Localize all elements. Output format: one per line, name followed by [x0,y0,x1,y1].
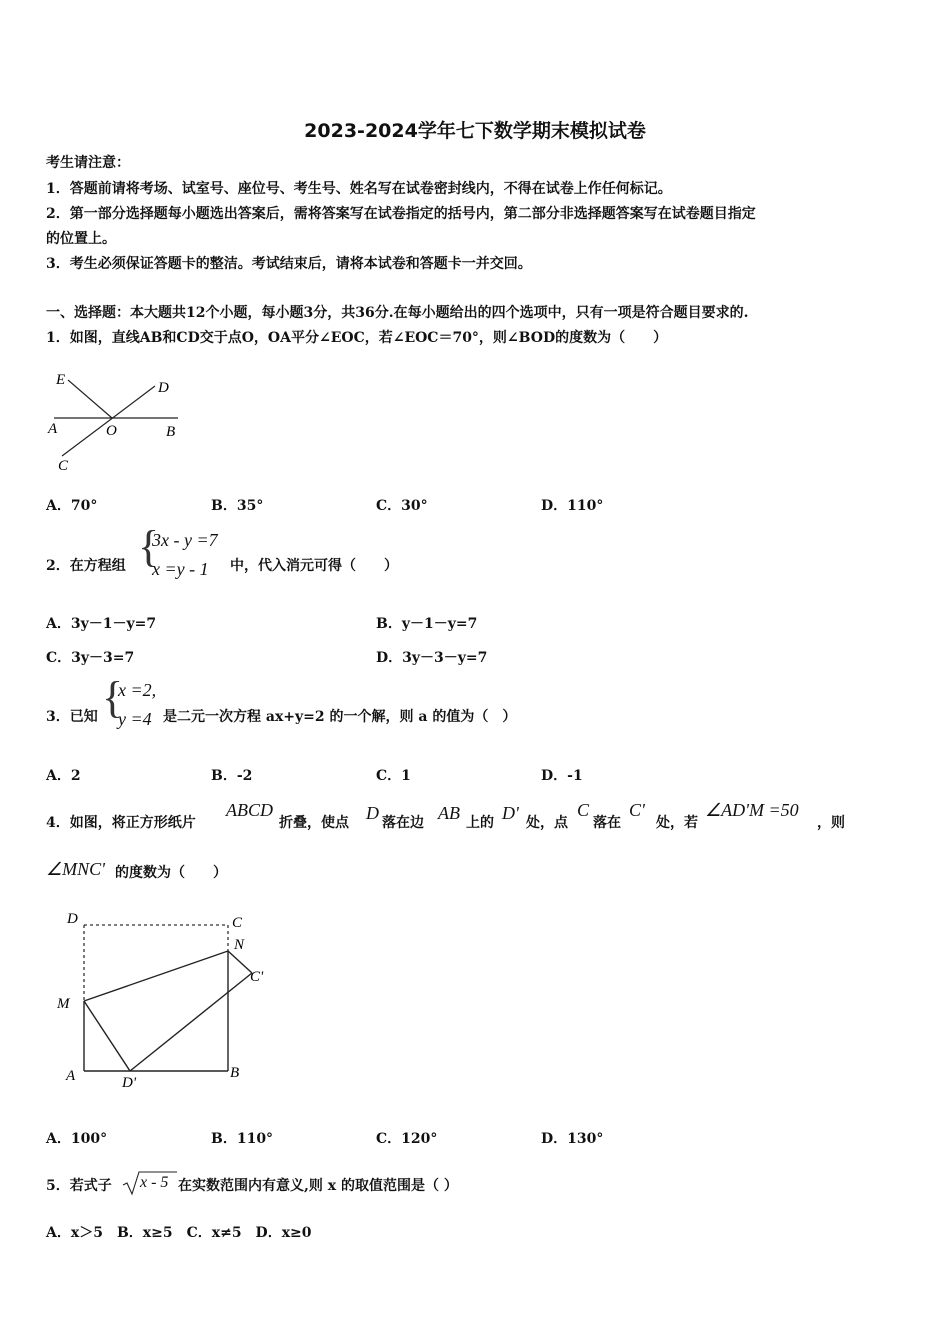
q4-math-d: D [366,803,379,823]
q4-math-abcd: ABCD [226,800,273,820]
q2-brace: { [138,522,160,571]
ray-oe [68,380,112,418]
q3-suffix: 是二元一次方程 ax+y=2 的一个解，则 a 的值为（ ） [163,709,517,725]
q4-math-ab: AB [438,803,460,823]
q3-prefix: 3．已知 [46,709,98,725]
fig1-label-e: E [56,372,66,388]
q2-option-a: A．3y－1－y=7 [46,616,157,632]
q2-option-d: D．3y－3－y=7 [376,650,488,666]
q1-option-d: D．110° [541,498,604,514]
q2-suffix: 中，代入消元可得（ ） [230,558,398,574]
q1-option-c: C．30° [376,498,428,514]
section-heading: 一、选择题：本大题共12个小题，每小题3分，共36分.在每小题给出的四个选项中，只有一项是符合题目要求的. [46,305,749,321]
q4-text-2: 折叠，使点 [279,815,349,831]
fig4-label-n: N [234,937,245,953]
notice-item-1: 1．答题前请将考场、试室号、座位号、考生号、姓名写在试卷密封线内，不得在试卷上作任何标记。 [46,181,672,197]
q5-suffix: 在实数范围内有意义,则 x 的取值范围是（ ） [178,1178,458,1194]
q4-math-d-prime: D' [502,803,519,823]
fig4-label-c: C [232,915,243,931]
q3-brace: { [102,673,124,722]
q4-math-c: C [577,800,590,820]
fig1-label-a: A [48,421,58,437]
q2-prefix: 2．在方程组 [46,558,126,574]
line-cd [62,386,155,456]
q4-option-d: D．130° [541,1131,604,1147]
q1-option-b: B．35° [211,498,264,514]
fig1-label-c: C [58,458,69,474]
q4-math-angle: ∠AD'M =50 [705,800,799,820]
seg-md [84,1001,130,1071]
q1-option-a: A．70° [46,498,98,514]
fig1-label-d: D [158,380,169,396]
question-4-figure [50,905,290,1100]
q3-eq2: y =4 [118,709,152,729]
notice-item-2-cont: 的位置上。 [46,231,116,247]
fig1-label-b: B [166,424,176,440]
q4-text-5: 处，点 [526,815,568,831]
fig4-label-c-prime: C' [250,969,264,985]
q4-math-c-prime: C' [629,800,645,820]
notice-item-2: 2．第一部分选择题每小题选出答案后，需将答案写在试卷指定的括号内，第二部分非选择题答案写在试卷题目指定 [46,206,756,222]
q2-option-c: C．3y－3=7 [46,650,135,666]
question-1-figure [40,360,190,480]
q4-option-c: C．120° [376,1131,438,1147]
seg-dc [130,973,252,1071]
q4-text-3: 落在边 [382,815,424,831]
fig4-label-m: M [57,996,70,1012]
q3-eq1: x =2, [118,680,157,700]
fig4-label-d: D [67,911,78,927]
q5-prefix: 5．若式子 [46,1178,112,1194]
question-1-text: 1．如图，直线AB和CD交于点O，OA平分∠EOC，若∠EOC＝70°，则∠BOD的度数为（ ） [46,330,668,346]
q4-option-b: B．110° [211,1131,274,1147]
q2-eq2: x =y - 1 [152,559,209,579]
q4-math-mnc: ∠MNC' [46,859,105,879]
q4-text-1: 4．如图，将正方形纸片 [46,815,196,831]
q5-options: A．x＞5 B．x≥5 C．x≠5 D．x≥0 [46,1225,312,1241]
q2-eq1: 3x - y =7 [152,530,218,550]
q4-text-7: 处，若 [656,815,698,831]
q4-text-6: 落在 [593,815,621,831]
q4-text-8: ，则 [817,815,845,831]
q5-radicand: x - 5 [140,1174,169,1191]
fig4-label-b: B [230,1065,240,1081]
q4-text-4: 上的 [466,815,494,831]
seg-nc [228,951,252,973]
notice-heading: 考生请注意： [46,155,130,171]
notice-item-3: 3．考生必须保证答题卡的整洁。考试结束后，请将本试卷和答题卡一并交回。 [46,256,532,272]
q4-line2-text: 的度数为（ ） [115,865,227,881]
q3-option-d: D．-1 [541,768,583,784]
q2-option-b: B．y－1－y=7 [376,616,478,632]
q3-option-c: C．1 [376,768,411,784]
fig4-label-a: A [66,1068,76,1084]
q4-option-a: A．100° [46,1131,108,1147]
fig1-label-o: O [106,423,117,439]
q3-option-b: B．-2 [211,768,253,784]
page-title: 2023-2024学年七下数学期末模拟试卷 [304,120,646,142]
fig4-label-d-prime: D' [122,1075,137,1091]
q3-option-a: A．2 [46,768,81,784]
fold-mn [84,951,228,1001]
